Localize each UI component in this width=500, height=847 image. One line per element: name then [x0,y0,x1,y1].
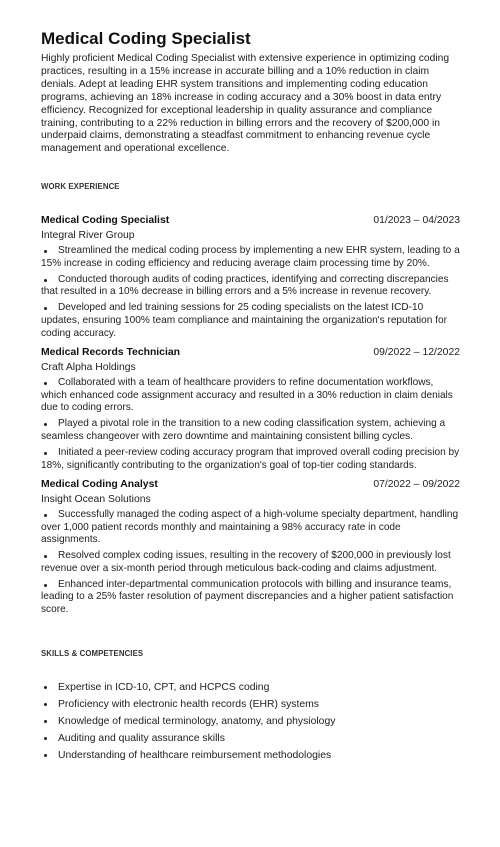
job-header [41,478,461,492]
job-dates: 07/2022 – 09/2022 [373,479,460,491]
job-bullet-text: Played a pivotal role in the transition to a new coding classification system, achieving a seamless changeover with zero downtime and maintaining consistent billing cycles. [41,418,446,442]
job-bullet [41,245,461,270]
bullet-dot-icon [44,754,47,757]
job-bullet-text: Initiated a peer-review coding accuracy program that improved overall coding precision by 18%, significantly contributing to the organization's goal of top-tier coding standards. [41,446,460,471]
bullet-dot-icon [44,452,47,455]
job-bullet-text: Collaborated with a team of healthcare providers to refine documentation workflows, which enhanced code assignment accuracy and resulted in a 30% reduction in claim denials due to coding errors. [41,377,453,414]
skill-item [41,715,461,728]
job-title: Medical Coding Specialist [41,215,170,227]
job-bullet [41,579,461,617]
job-bullet-text: Enhanced inter-departmental communication protocols with billing and insurance teams, leading to a 25% faster resolution of payment discrepancies and a higher patient satisfaction score. [41,578,454,616]
skill-text: Auditing and quality assurance skills [58,732,225,744]
bullet-dot-icon [44,307,47,310]
job-bullet [41,550,461,575]
job-entry [41,346,461,472]
bullet-dot-icon [44,686,47,689]
job-bullet-text: Resolved complex coding issues, resulting in the recovery of $200,000 in previously lost revenue over a six-month period through meticulous back-coding and claims adjustment. [41,550,451,574]
job-entry [41,478,461,617]
work-experience-list [41,214,461,616]
bullet-dot-icon [44,514,47,517]
bullet-dot-icon [44,555,47,558]
skill-text: Knowledge of medical terminology, anatomy, and physiology [58,715,336,727]
bullet-dot-icon [44,737,47,740]
job-header [41,214,461,228]
resume-page [41,28,461,766]
job-dates: 09/2022 – 12/2022 [373,347,460,359]
bullet-dot-icon [44,720,47,723]
job-bullets [41,377,461,472]
job-dates: 01/2023 – 04/2023 [373,215,460,227]
skill-text: Understanding of healthcare reimbursement methodologies [58,749,332,761]
bullet-dot-icon [44,423,47,426]
job-bullet-text: Successfully managed the coding aspect of a high-volume specialty department, handling over 1,000 patient records monthly and maintaining a 98% accuracy rate in code assignments. [41,509,459,546]
job-title: Medical Coding Analyst [41,479,158,491]
job-bullet-text: Conducted thorough audits of coding practices, identifying and correcting discrepancies that resulted in a 10% decrease in billing errors and a 5% increase in revenue recovery. [41,273,449,298]
job-entry [41,214,461,340]
skills-list [41,681,461,762]
professional-summary: Highly proficient Medical Coding Specialist with extensive experience in optimizing coding practices, resulting in a 15% increase in accurate billing and a 10% reduction in claim denials. Adept at leading EHR system transitions and implementing coding education programs, achieving an 18% increase in coding accuracy and a 30% boost in data entry efficiency. Recognized for exceptional leadership in quality assurance and compliance training, contributing to a 22% reduction in billing errors and the recovery of $200,000 in underpaid claims, demonstrating a steadfast commitment to enhancing revenue cycle management and operational excellence. [41,53,450,155]
skills-heading: SKILLS & COMPETENCIES [41,648,144,658]
bullet-dot-icon [44,279,47,282]
skill-item [41,681,461,694]
bullet-dot-icon [44,382,47,385]
job-bullets [41,245,461,340]
job-bullet [41,509,461,547]
job-bullet [41,418,461,443]
work-experience-heading: WORK EXPERIENCE [41,182,120,192]
skill-item [41,732,461,745]
bullet-dot-icon [44,250,47,253]
job-header [41,346,461,360]
job-bullet [41,302,461,340]
skill-text: Expertise in ICD-10, CPT, and HCPCS coding [58,681,270,693]
skill-item [41,749,461,762]
job-bullet [41,377,461,415]
job-title: Medical Records Technician [41,347,180,359]
bullet-dot-icon [44,703,47,706]
job-company: Insight Ocean Solutions [41,494,151,506]
job-bullets [41,509,461,617]
bullet-dot-icon [44,584,47,587]
job-bullet [41,447,461,472]
job-company: Integral River Group [41,230,135,242]
resume-title: Medical Coding Specialist [41,29,251,48]
job-bullet-text: Developed and led training sessions for 25 coding specialists on the latest ICD-10 updates, ensuring 100% team compliance and maintaining the organization's reputation for coding accuracy. [41,302,447,339]
job-bullet [41,274,461,299]
skill-text: Proficiency with electronic health records (EHR) systems [58,698,320,710]
job-bullet-text: Streamlined the medical coding process by implementing a new EHR system, leading to a 15% increase in coding efficiency and reducing average claim processing time by 20%. [41,245,460,269]
job-company: Craft Alpha Holdings [41,362,136,374]
skill-item [41,698,461,711]
